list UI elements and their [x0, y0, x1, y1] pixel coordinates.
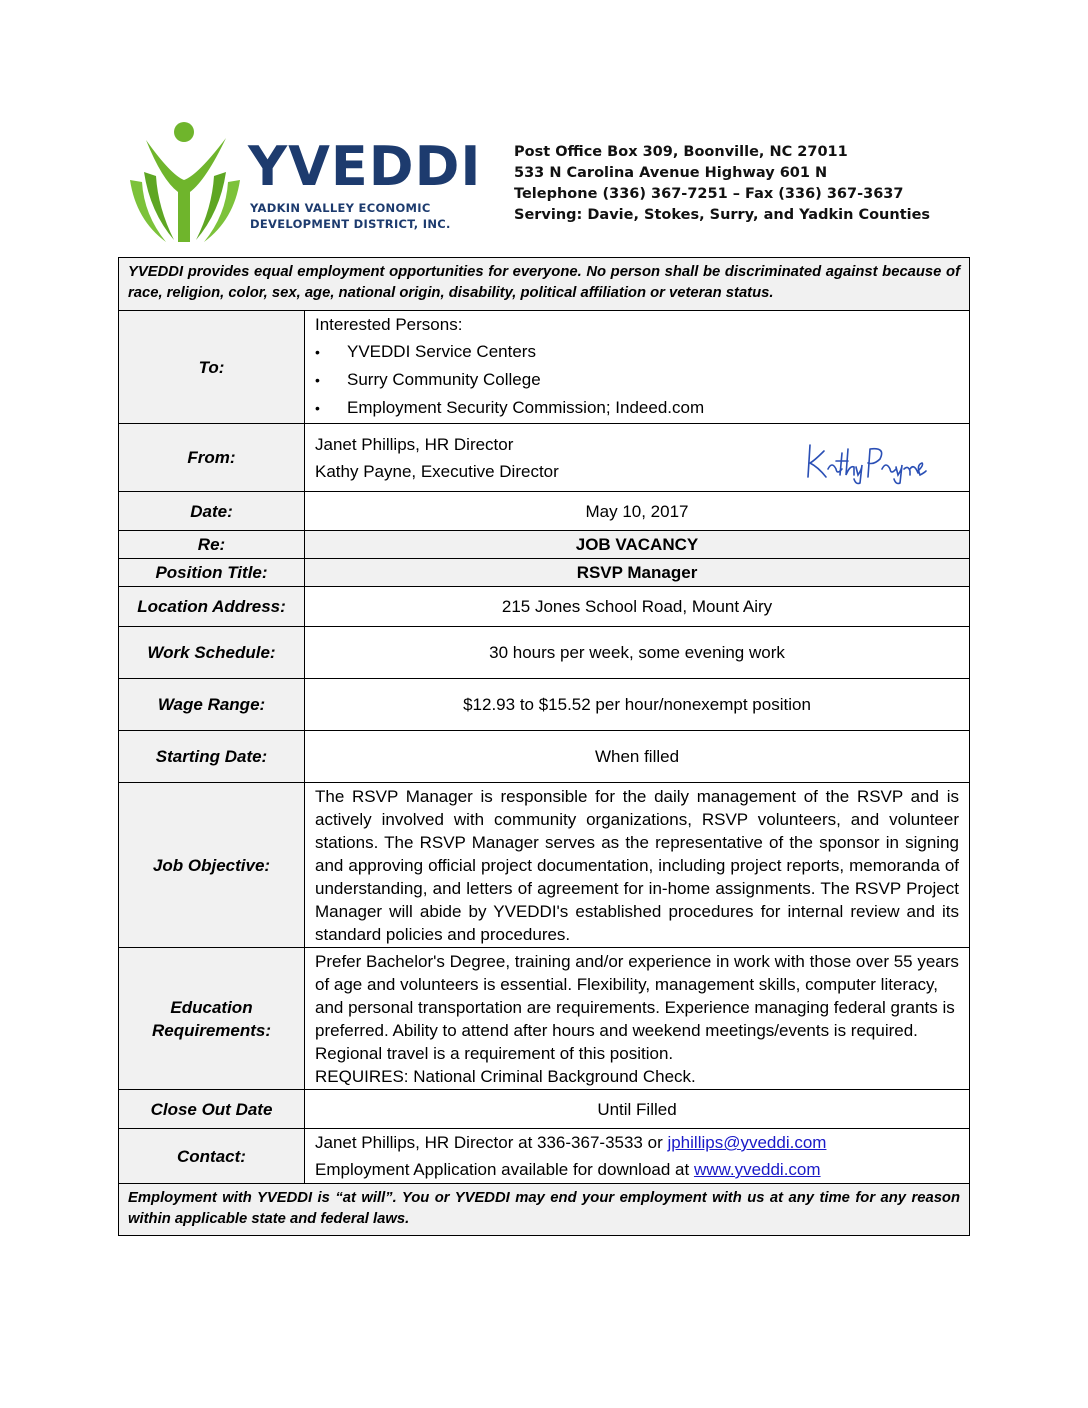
address-line: Telephone (336) 367-7251 – Fax (336) 367-3637	[514, 186, 904, 202]
from-label: From:	[119, 424, 305, 492]
position-title-label: Position Title:	[119, 559, 305, 587]
education-line: preferred. Ability to attend after hours and weekend meetings/events is required.	[315, 1020, 918, 1040]
position-title-row	[119, 559, 970, 587]
education-line: Prefer Bachelor's Degree, training and/or experience in work with those over 55 years	[315, 951, 959, 971]
wage-range-label: Wage Range:	[119, 679, 305, 731]
location-row	[119, 587, 970, 627]
to-intro: Interested Persons:	[315, 315, 463, 334]
from-row	[119, 424, 970, 492]
education-label-line: Education	[170, 997, 253, 1017]
recipient-item: • Employment Security Commission; Indeed.com	[315, 394, 959, 422]
yveddi-logo	[126, 120, 482, 245]
logo-figure-icon	[126, 120, 246, 245]
address-line: Post Office Box 309, Boonville, NC 27011	[514, 144, 848, 160]
date-label: Date:	[119, 492, 305, 531]
logo-subtitle	[250, 200, 451, 232]
recipient-item: • YVEDDI Service Centers	[315, 338, 959, 366]
logo-subtitle-line: DEVELOPMENT DISTRICT, INC.	[250, 217, 451, 231]
work-schedule-value: 30 hours per week, some evening work	[305, 627, 970, 679]
contact-value	[305, 1129, 970, 1184]
education-line: Regional travel is a requirement of this position.	[315, 1043, 674, 1063]
signature-image	[804, 439, 929, 487]
at-will-statement: Employment with YVEDDI is “at will”. You or YVEDDI may end your employment with us at any time for any reason within applicable state and federal laws.	[119, 1184, 970, 1236]
wage-range-row	[119, 679, 970, 731]
contact-label: Contact:	[119, 1129, 305, 1184]
wage-range-value: $12.93 to $15.52 per hour/nonexempt position	[305, 679, 970, 731]
location-value: 215 Jones School Road, Mount Airy	[305, 587, 970, 627]
sender-name: Janet Phillips, HR Director	[315, 434, 514, 454]
application-text: Employment Application available for download at	[315, 1160, 694, 1179]
recipient-item: • Surry Community College	[315, 366, 959, 394]
job-objective-row	[119, 783, 970, 948]
education-line: REQUIRES: National Criminal Background Check.	[315, 1066, 696, 1086]
starting-date-value: When filled	[305, 731, 970, 783]
eeo-row	[119, 258, 970, 311]
close-out-value: Until Filled	[305, 1090, 970, 1129]
job-objective-value: The RSVP Manager is responsible for the daily management of the RSVP and is actively involved with community organizations, RSVP volunteers, and volunteer stations. The RSVP Manager serves as the representative of the sponsor in signing and approving official project documentation, including project reports, memoranda of understanding, and letters of agreement for in-home assignments. The RSVP Project Manager will abide by YVEDDI's established procedures for internal review and its standard policies and procedures.	[305, 783, 970, 948]
work-schedule-label: Work Schedule:	[119, 627, 305, 679]
education-line: and personal transportation are requirements. Experience managing federal grants is	[315, 997, 955, 1017]
at-will-row	[119, 1184, 970, 1236]
address-line: 533 N Carolina Avenue Highway 601 N	[514, 165, 828, 181]
date-value: May 10, 2017	[305, 492, 970, 531]
contact-email-link[interactable]: jphillips@yveddi.com	[667, 1133, 827, 1152]
to-row	[119, 311, 970, 424]
contact-row	[119, 1129, 970, 1184]
location-label: Location Address:	[119, 587, 305, 627]
position-title-value: RSVP Manager	[305, 559, 970, 587]
job-objective-label: Job Objective:	[119, 783, 305, 948]
job-vacancy-table	[118, 257, 970, 1236]
starting-date-label: Starting Date:	[119, 731, 305, 783]
education-label	[119, 948, 305, 1090]
to-label: To:	[119, 311, 305, 424]
education-label-line: Requirements:	[151, 1020, 272, 1040]
recipient-list	[315, 338, 959, 422]
logo-subtitle-line: YADKIN VALLEY ECONOMIC	[250, 201, 431, 215]
work-schedule-row	[119, 627, 970, 679]
sender-name: Kathy Payne, Executive Director	[315, 461, 559, 481]
re-value: JOB VACANCY	[305, 531, 970, 559]
close-out-row	[119, 1090, 970, 1129]
logo-wordmark: YVEDDI	[248, 135, 482, 198]
date-row	[119, 492, 970, 531]
contact-phone-text: Janet Phillips, HR Director at 336-367-3533 or	[315, 1133, 668, 1152]
from-value	[305, 424, 970, 492]
website-link[interactable]: www.yveddi.com	[693, 1160, 821, 1179]
education-row	[119, 948, 970, 1090]
to-value	[305, 311, 970, 424]
education-line: of age and volunteers is essential. Flexibility, management skills, computer literacy,	[315, 974, 938, 994]
starting-date-row	[119, 731, 970, 783]
eeo-statement: YVEDDI provides equal employment opportunities for everyone. No person shall be discriminated against because of race, religion, color, sex, age, national origin, disability, political affiliation or veteran status.	[119, 258, 970, 311]
re-row	[119, 531, 970, 559]
contact-line	[315, 1129, 959, 1156]
address-line: Serving: Davie, Stokes, Surry, and Yadkin Counties	[514, 207, 931, 223]
close-out-label: Close Out Date	[119, 1090, 305, 1129]
education-value	[305, 948, 970, 1090]
organization-address	[514, 142, 930, 226]
contact-line	[315, 1156, 959, 1183]
re-label: Re:	[119, 531, 305, 559]
